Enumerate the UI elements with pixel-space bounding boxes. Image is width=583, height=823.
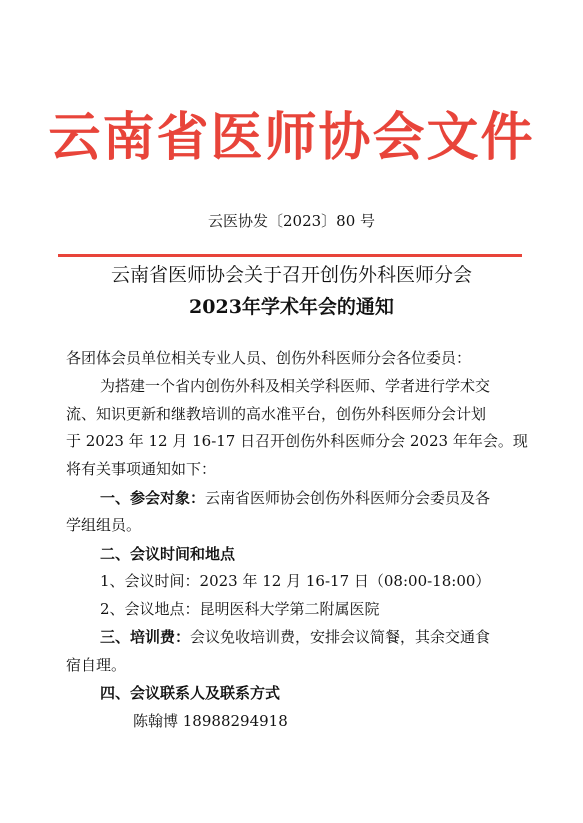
doc-number: 云医协发〔2023〕80 号 (207, 212, 376, 230)
intro-line3: 于 2023 年 12 月 16-17 日召开创伤外科医师分会 2023 年年会。现 (66, 432, 528, 450)
section3-text: 会议免收培训费，安排会议简餐，其余交通食 (190, 628, 491, 646)
salutation: 各团体会员单位相关专业人员、创伤外科医师分会各位委员： (66, 349, 472, 367)
section3-heading: 三、培训费： (100, 628, 191, 646)
intro-line2: 流、知识更新和继教培训的高水准平台，创伤外科医师分会计划 (66, 405, 487, 423)
section2-item2: 2、会议地点：昆明医科大学第二附属医院 (100, 600, 380, 618)
section1-heading: 一、参会对象： (100, 489, 206, 507)
contact-info: 陈翰博 18988294918 (133, 712, 288, 730)
red-divider (58, 254, 522, 257)
section1-line1 (100, 488, 490, 508)
section1-line2: 学组组员。 (66, 516, 142, 534)
section2-item1: 1、会议时间：2023 年 12 月 16-17 日（08:00-18:00） (100, 572, 491, 590)
org-file-title: 云南省医师协会文件 (48, 107, 535, 168)
intro-line1: 为搭建一个省内创伤外科及相关学科医师、学者进行学术交 (100, 377, 491, 395)
notice-title-line1: 云南省医师协会关于召开创伤外科医师分会 (110, 264, 472, 286)
notice-title-line2: 2023年学术年会的通知 (189, 296, 394, 318)
section3-line1 (100, 627, 490, 647)
section4-heading: 四、会议联系人及联系方式 (100, 684, 281, 702)
section3-line2: 宿自理。 (66, 656, 127, 674)
section1-text: 云南省医师协会创伤外科医师分会委员及各 (205, 489, 491, 507)
intro-line4: 将有关事项通知如下： (66, 460, 217, 478)
section2-heading: 二、会议时间和地点 (100, 545, 236, 563)
